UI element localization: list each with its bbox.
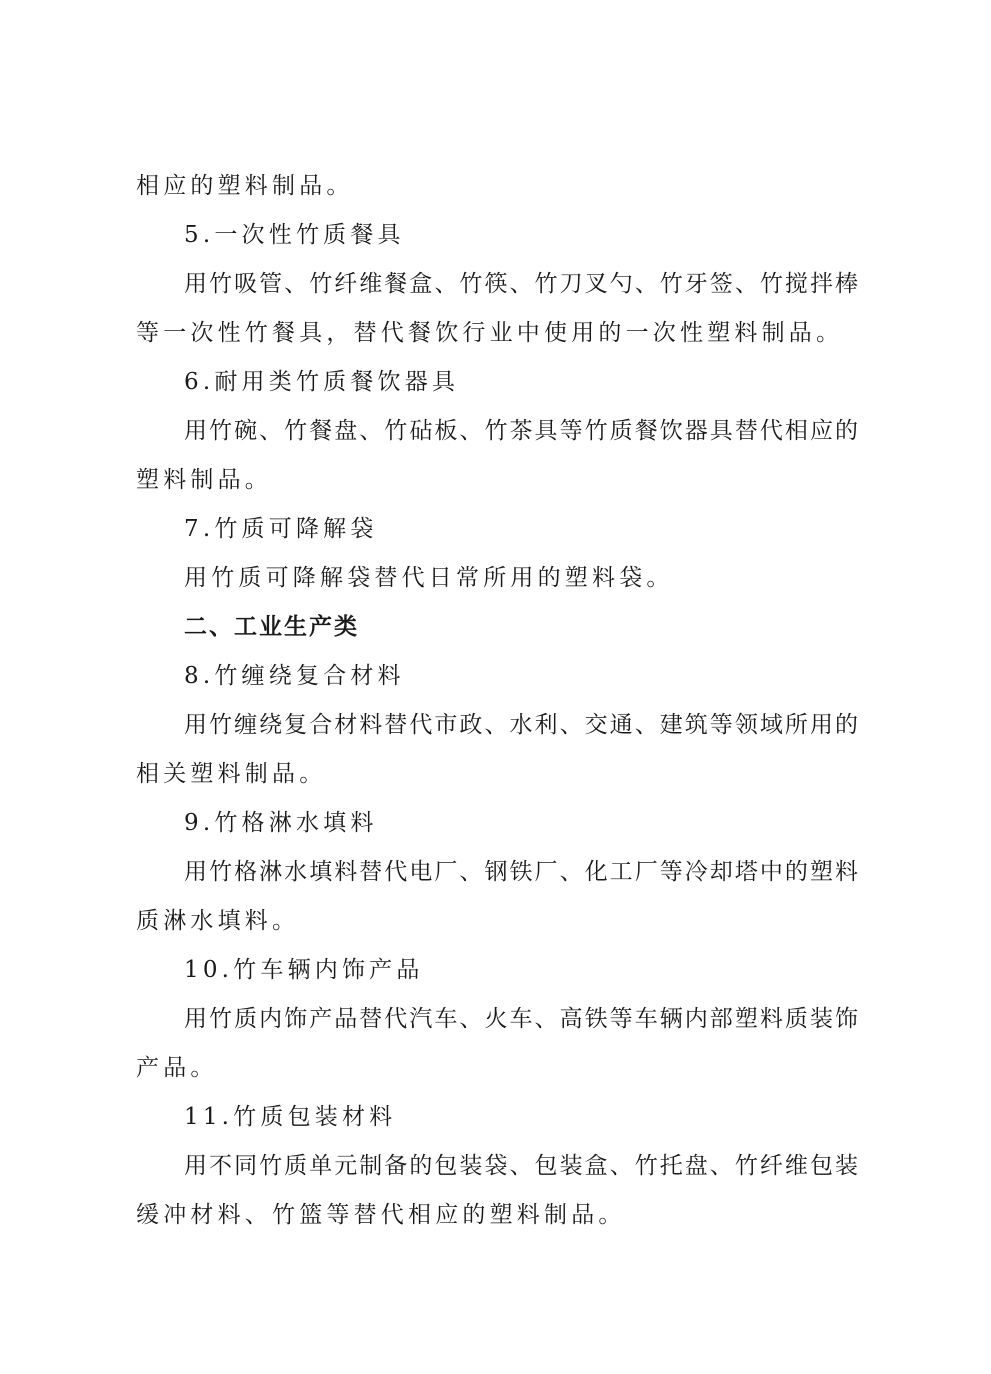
item-heading-10: 10.竹车辆内饰产品 <box>184 957 424 983</box>
paragraph-line: 用竹吸管、竹纤维餐盒、竹筷、竹刀叉勺、竹牙签、竹搅拌棒 <box>184 271 858 297</box>
paragraph-line: 等一次性竹餐具，替代餐饮行业中使用的一次性塑料制品。 <box>136 320 844 346</box>
paragraph-line: 塑料制品。 <box>136 467 272 493</box>
paragraph-line: 产品。 <box>136 1055 218 1081</box>
paragraph-line: 质淋水填料。 <box>136 908 300 934</box>
paragraph-line: 用竹质可降解袋替代日常所用的塑料袋。 <box>184 565 674 591</box>
item-heading-5: 5.一次性竹质餐具 <box>184 222 405 248</box>
section-heading: 二、工业生产类 <box>184 614 359 640</box>
item-heading-8: 8.竹缠绕复合材料 <box>184 663 405 689</box>
document-body <box>136 162 858 1240</box>
paragraph-continuation: 相应的塑料制品。 <box>136 173 354 199</box>
paragraph-line: 用竹质内饰产品替代汽车、火车、高铁等车辆内部塑料质装饰 <box>184 1006 858 1032</box>
paragraph-line: 用不同竹质单元制备的包装袋、包装盒、竹托盘、竹纤维包装 <box>184 1153 858 1179</box>
item-heading-6: 6.耐用类竹质餐饮器具 <box>184 369 460 395</box>
paragraph-line: 用竹格淋水填料替代电厂、钢铁厂、化工厂等冷却塔中的塑料 <box>184 859 858 885</box>
item-heading-11: 11.竹质包装材料 <box>184 1104 397 1130</box>
paragraph-line: 相关塑料制品。 <box>136 761 327 787</box>
paragraph-line: 用竹碗、竹餐盘、竹砧板、竹茶具等竹质餐饮器具替代相应的 <box>184 418 858 444</box>
paragraph-line: 用竹缠绕复合材料替代市政、水利、交通、建筑等领域所用的 <box>184 712 858 738</box>
item-heading-7: 7.竹质可降解袋 <box>184 516 378 542</box>
item-heading-9: 9.竹格淋水填料 <box>184 810 378 836</box>
paragraph-line: 缓冲材料、竹篮等替代相应的塑料制品。 <box>136 1202 626 1228</box>
